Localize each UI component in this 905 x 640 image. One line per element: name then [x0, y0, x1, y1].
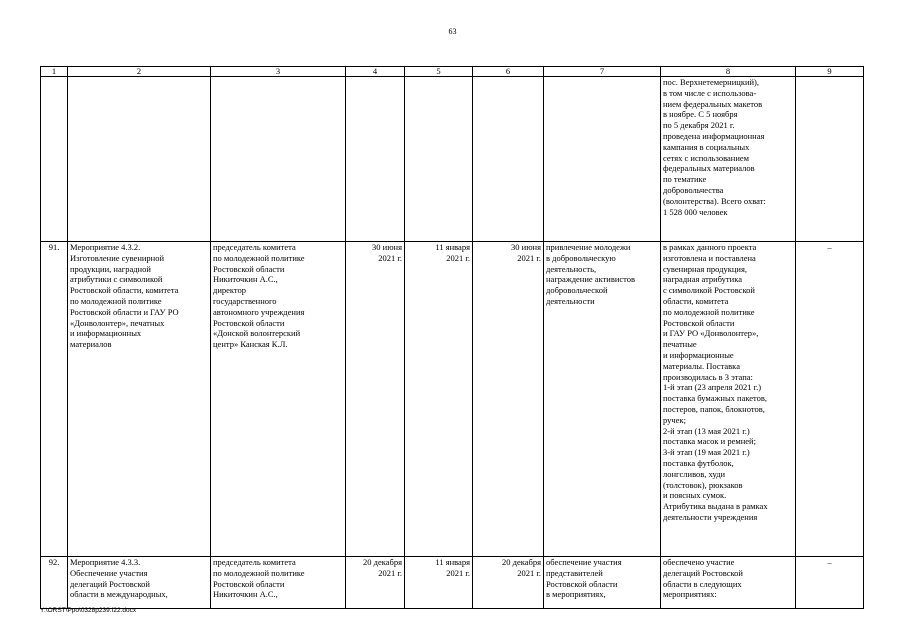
cell-executor: председатель комитета по молодежной политике Ростовской области Никиточкин А.С., [211, 557, 346, 609]
cell-event: Мероприятие 4.3.2. Изготовление сувенирной продукции, наградной атрибутики с символикой Ростовской области, комитета по молодежной политике Ростовской области и ГАУ РО «Донволонтер», печатных и информационных материалов [68, 242, 211, 557]
column-number: 4 [346, 67, 405, 77]
column-number: 5 [405, 67, 473, 77]
cell-note: – [796, 557, 864, 609]
cell-report-continued: пос. Верхнетемерницкий), в том числе с использова- нием федеральных макетов в ноябре. С 5 ноября по 5 декабря 2021 г. проведена информационная кампания в социальных сетях с использованием федеральных материалов по тематике добровольчества (волонтерства). Всего охват: 1 528 000 человек [661, 77, 796, 242]
cell-note: – [796, 242, 864, 557]
cell-date-plan: 30 июня 2021 г. [346, 242, 405, 557]
cell-result: обеспечение участия представителей Ростовской области в мероприятиях, [544, 557, 661, 609]
cell-row-number: 91. [41, 242, 68, 557]
column-number: 6 [473, 67, 544, 77]
cell-empty [796, 77, 864, 242]
cell-date-end: 30 июня 2021 г. [473, 242, 544, 557]
cell-empty [41, 77, 68, 242]
column-number: 8 [661, 67, 796, 77]
cell-date-end: 20 декабря 2021 г. [473, 557, 544, 609]
cell-empty [346, 77, 405, 242]
column-number: 2 [68, 67, 211, 77]
page-number: 63 [448, 27, 457, 36]
column-numbers-row [41, 67, 864, 77]
cell-empty [544, 77, 661, 242]
cell-date-start: 11 января 2021 г. [405, 242, 473, 557]
cell-report: обеспечено участие делегаций Ростовской области в следующих мероприятиях: [661, 557, 796, 609]
table-row [41, 242, 864, 557]
column-number: 1 [41, 67, 68, 77]
cell-row-number: 92. [41, 557, 68, 609]
cell-empty [473, 77, 544, 242]
file-path-footer: Y:\ORST\Ppo\0328p239.f22.docx [40, 607, 137, 614]
cell-empty [68, 77, 211, 242]
table-row-continued [41, 77, 864, 242]
cell-empty [405, 77, 473, 242]
cell-empty [211, 77, 346, 242]
table-row [41, 557, 864, 609]
report-table [40, 66, 864, 609]
cell-report: в рамках данного проекта изготовлена и поставлена сувенирная продукция, наградная атрибутика с символикой Ростовской области, комитета по молодежной политике Ростовской области и ГАУ РО «Донволонтер», печатные и информационные материалы. Поставка производилась в 3 этапа: 1-й этап (23 апреля 2021 г.) поставка бумажных пакетов, постеров, папок, блокнотов, ручек; 2-й этап (13 мая 2021 г.) поставка масок и ремней; 3-й этап (19 мая 2021 г.) поставка футболок, лонгсливов, худи (толстовок), рюкзаков и поясных сумок. Атрибутика выдана в рамках деятельности учреждения [661, 242, 796, 557]
column-number: 7 [544, 67, 661, 77]
cell-event: Мероприятие 4.3.3. Обеспечение участия делегаций Ростовской области в международных, [68, 557, 211, 609]
cell-date-start: 11 января 2021 г. [405, 557, 473, 609]
column-number: 9 [796, 67, 864, 77]
column-number: 3 [211, 67, 346, 77]
cell-date-plan: 20 декабря 2021 г. [346, 557, 405, 609]
cell-result: привлечение молодежи в добровольческую деятельность, награждение активистов добровольческой деятельности [544, 242, 661, 557]
cell-executor: председатель комитета по молодежной политике Ростовской области Никиточкин А.С., директор государственного автономного учреждения Ростовской области «Донской волонтерский центр» Канская К.Л. [211, 242, 346, 557]
